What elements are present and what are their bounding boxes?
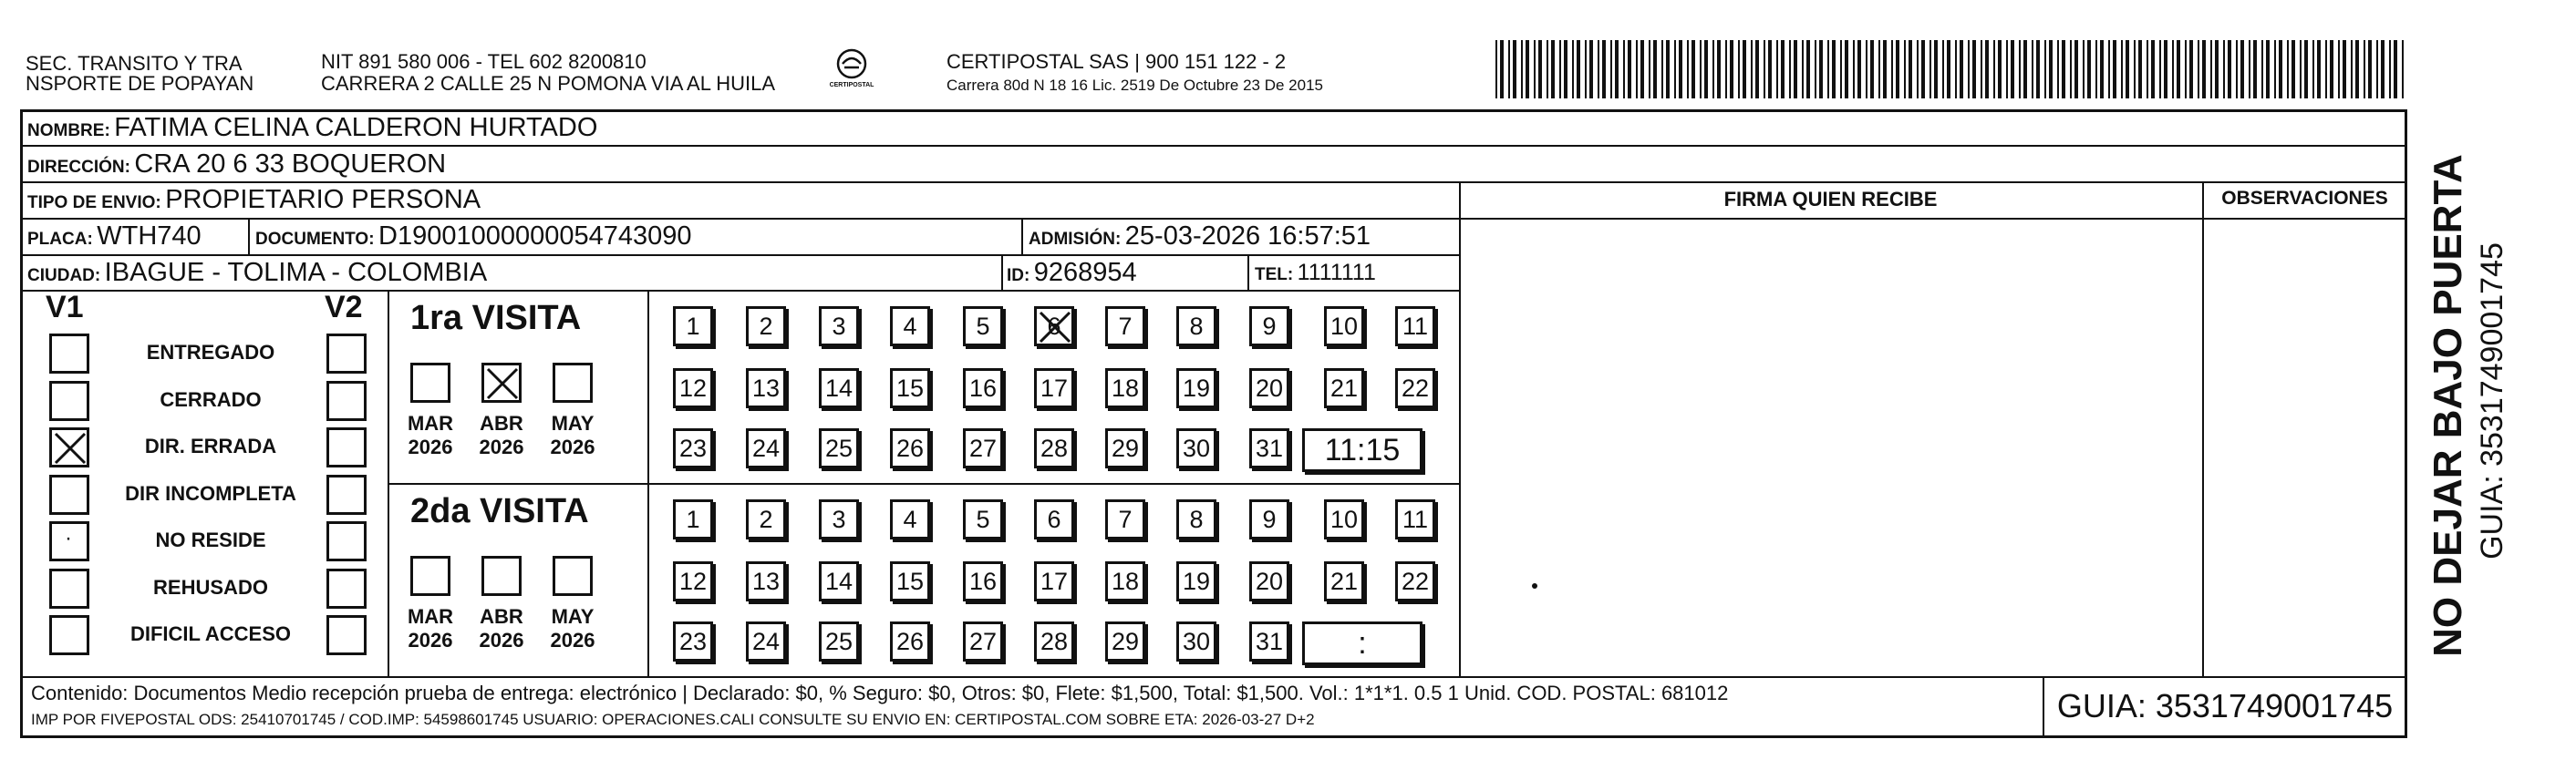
day-4-box[interactable] (890, 499, 930, 539)
day-number: 19 (1182, 567, 1211, 595)
day-number: 18 (1111, 374, 1140, 402)
month-year: 2026 (408, 629, 453, 652)
placa-value: WTH740 (97, 221, 202, 251)
day-28-box[interactable] (1034, 621, 1074, 662)
day-number: 30 (1182, 627, 1211, 655)
day-19-box[interactable] (1176, 561, 1216, 601)
day-10-box[interactable] (1324, 499, 1364, 539)
day-number: 28 (1040, 627, 1069, 655)
id-value: 9268954 (1033, 258, 1137, 287)
day-number: 21 (1329, 567, 1359, 595)
documento-cell (255, 219, 692, 258)
day-14-box[interactable] (819, 561, 859, 601)
admision-value: 25-03-2026 16:57:51 (1124, 221, 1371, 251)
v2-checkbox[interactable] (326, 381, 367, 421)
recipient-name-row (27, 110, 597, 149)
month-checkbox[interactable] (553, 556, 593, 596)
day-6-box[interactable] (1034, 499, 1074, 539)
day-number: 29 (1111, 434, 1140, 462)
day-4-box[interactable] (890, 306, 930, 346)
day-number: 17 (1040, 567, 1069, 595)
day-number: 15 (895, 567, 925, 595)
firma-label: FIRMA QUIEN RECIBE (1723, 188, 1938, 211)
month-checkbox[interactable] (481, 556, 522, 596)
day-26-box[interactable] (890, 621, 930, 662)
barcode-icon (1495, 40, 2407, 98)
license-line: Carrera 80d N 18 16 Lic. 2519 De Octubre 23 De 2015 (947, 77, 1323, 94)
month-label: MAR (407, 412, 454, 435)
day-29-box[interactable] (1105, 621, 1145, 662)
v1-checkbox[interactable] (49, 521, 89, 561)
day-27-box[interactable] (963, 621, 1003, 662)
day-5-box[interactable] (963, 499, 1003, 539)
day-number: 18 (1111, 567, 1140, 595)
nombre-label: NOMBRE: (27, 121, 110, 140)
day-15-box[interactable] (890, 368, 930, 408)
day-26-box[interactable] (890, 428, 930, 468)
ciudad-value: IBAGUE - TOLIMA - COLOMBIA (104, 258, 488, 287)
day-number: 6 (1047, 505, 1061, 533)
placa-label: PLACA: (27, 230, 93, 249)
day-29-box[interactable] (1105, 428, 1145, 468)
imp-line: IMP POR FIVEPOSTAL ODS: 25410701745 / COD.IMP: 54598601745 USUARIO: OPERACIONES.CALI CONSULTE SU ENVIO EN: CERTIPOSTAL.COM SOBRE ETA: 2026-03-27 D+2 (31, 711, 1315, 728)
day-31-box[interactable] (1249, 428, 1289, 468)
day-28-box[interactable] (1034, 428, 1074, 468)
documento-value: D19001000000054743090 (378, 221, 692, 251)
tel-value: 1111111 (1297, 260, 1376, 285)
side-guia: GUIA: 3531749001745 (2475, 242, 2509, 560)
day-21-box[interactable] (1324, 368, 1364, 408)
month-label: MAY (551, 605, 595, 628)
tel-cell (1255, 255, 1376, 293)
sender-address-line: CARRERA 2 CALLE 25 N POMONA VIA AL HUILA (321, 72, 776, 95)
month-year: 2026 (479, 629, 524, 652)
day-number: 12 (678, 374, 708, 402)
day-number: 24 (751, 434, 781, 462)
day-number: 16 (968, 374, 998, 402)
day-16-box[interactable] (963, 561, 1003, 601)
day-number: 11 (1402, 312, 1429, 340)
v2-checkbox[interactable] (326, 334, 367, 374)
day-number: 1 (686, 505, 700, 533)
day-20-box[interactable] (1249, 368, 1289, 408)
day-number: 22 (1401, 374, 1430, 402)
day-20-box[interactable] (1249, 561, 1289, 601)
day-7-box[interactable] (1105, 499, 1145, 539)
day-11-box[interactable] (1395, 499, 1435, 539)
day-number: 2 (759, 505, 773, 533)
day-number: 10 (1329, 312, 1359, 340)
day-number: 3 (832, 312, 846, 340)
day-12-box[interactable] (673, 368, 713, 408)
v1-checkbox[interactable] (49, 475, 89, 515)
day-27-box[interactable] (963, 428, 1003, 468)
v2-label: V2 (325, 290, 363, 324)
day-1-box[interactable] (673, 499, 713, 539)
month-checkbox[interactable] (481, 363, 522, 403)
day-number: 16 (968, 567, 998, 595)
day-11-box[interactable] (1395, 306, 1435, 346)
day-18-box[interactable] (1105, 561, 1145, 601)
day-number: 23 (678, 434, 708, 462)
day-number: 9 (1262, 312, 1277, 340)
day-13-box[interactable] (746, 368, 786, 408)
day-number: 27 (968, 434, 998, 462)
recipient-address-row (27, 147, 446, 186)
day-number: 20 (1255, 374, 1284, 402)
day-number: 20 (1255, 567, 1284, 595)
day-number: 25 (824, 627, 853, 655)
day-number: 28 (1040, 434, 1069, 462)
status-label: NO RESIDE (155, 529, 266, 551)
day-22-box[interactable] (1395, 561, 1435, 601)
day-9-box[interactable] (1249, 499, 1289, 539)
v1-label: V1 (46, 290, 84, 324)
day-number: 1 (686, 312, 700, 340)
observaciones-label: OBSERVACIONES (2221, 188, 2388, 209)
day-7-box[interactable] (1105, 306, 1145, 346)
day-13-box[interactable] (746, 561, 786, 601)
day-17-box[interactable] (1034, 561, 1074, 601)
x-mark-icon (52, 430, 88, 467)
tipo-envio-row (27, 182, 481, 221)
day-number: 19 (1182, 374, 1211, 402)
day-number: 24 (751, 627, 781, 655)
admision-cell (1029, 219, 1371, 258)
day-number: 22 (1401, 567, 1430, 595)
no-dejar-bajo-puerta: NO DEJAR BAJO PUERTA (2426, 154, 2470, 657)
day-25-box[interactable] (819, 428, 859, 468)
month-label: MAR (407, 605, 454, 628)
tipo-envio-value: PROPIETARIO PERSONA (165, 185, 481, 214)
day-2-box[interactable] (746, 499, 786, 539)
day-number: 5 (976, 312, 990, 340)
direccion-value: CRA 20 6 33 BOQUERON (134, 149, 447, 179)
day-22-box[interactable] (1395, 368, 1435, 408)
day-18-box[interactable] (1105, 368, 1145, 408)
month-checkbox[interactable] (553, 363, 593, 403)
v1-mark: · (65, 526, 72, 550)
day-17-box[interactable] (1034, 368, 1074, 408)
month-year: 2026 (408, 436, 453, 458)
day-number: 26 (895, 627, 925, 655)
v1-checkbox[interactable] (49, 427, 89, 467)
day-8-box[interactable] (1176, 499, 1216, 539)
day-19-box[interactable] (1176, 368, 1216, 408)
status-label: ENTREGADO (146, 341, 275, 364)
day-5-box[interactable] (963, 306, 1003, 346)
day-number: 14 (824, 567, 853, 595)
day-number: 17 (1040, 374, 1069, 402)
day-number: 13 (751, 567, 781, 595)
v2-checkbox[interactable] (326, 615, 367, 655)
month-label: ABR (480, 605, 523, 628)
day-8-box[interactable] (1176, 306, 1216, 346)
day-23-box[interactable] (673, 428, 713, 468)
day-number: 26 (895, 434, 925, 462)
day-14-box[interactable] (819, 368, 859, 408)
day-number: 4 (903, 312, 917, 340)
day-3-box[interactable] (819, 306, 859, 346)
month-label: ABR (480, 412, 523, 435)
signature-dot (1532, 583, 1537, 589)
day-number: 23 (678, 627, 708, 655)
day-6-box[interactable] (1034, 306, 1074, 346)
day-number: 25 (824, 434, 853, 462)
tipo-envio-label: TIPO DE ENVIO: (27, 193, 161, 212)
day-30-box[interactable] (1176, 621, 1216, 662)
day-number: 10 (1329, 505, 1359, 533)
visit-title: 1ra VISITA (410, 299, 582, 337)
v1-checkbox[interactable] (49, 381, 89, 421)
company-line: CERTIPOSTAL SAS | 900 151 122 - 2 (947, 50, 1287, 73)
v2-checkbox[interactable] (326, 475, 367, 515)
month-checkbox[interactable] (410, 556, 450, 596)
day-25-box[interactable] (819, 621, 859, 662)
sender-org-line1: SEC. TRANSITO Y TRA (26, 52, 243, 75)
day-24-box[interactable] (746, 428, 786, 468)
day-2-box[interactable] (746, 306, 786, 346)
day-number: 12 (678, 567, 708, 595)
status-label: DIFICIL ACCESO (129, 622, 291, 645)
v2-checkbox[interactable] (326, 569, 367, 609)
day-number: 27 (968, 627, 998, 655)
day-21-box[interactable] (1324, 561, 1364, 601)
certipostal-logo (826, 46, 877, 97)
status-label: DIR. ERRADA (144, 435, 277, 457)
day-number: 15 (895, 374, 925, 402)
day-number: 21 (1329, 374, 1359, 402)
visit-time-box[interactable]: : (1302, 621, 1422, 665)
v1-checkbox[interactable] (49, 615, 89, 655)
month-year: 2026 (479, 436, 524, 458)
admision-label: ADMISIÓN: (1029, 230, 1122, 249)
v1-checkbox[interactable] (49, 334, 89, 374)
contenido-line: Contenido: Documentos Medio recepción prueba de entrega: electrónico | Declarado: $0, % Seguro: $0, Otros: $0, Flete: $1,500, Total: $1,500. Vol.: 1*1*1. 0.5 1 Unid. COD. POSTAL: 681012 (31, 682, 1729, 704)
day-number: 11 (1402, 505, 1429, 533)
month-checkbox[interactable] (410, 363, 450, 403)
day-24-box[interactable] (746, 621, 786, 662)
certipostal-logo-icon (826, 46, 877, 97)
day-9-box[interactable] (1249, 306, 1289, 346)
day-number: 31 (1255, 434, 1284, 462)
day-number: 13 (751, 374, 781, 402)
day-number: 7 (1118, 505, 1133, 533)
v1-checkbox[interactable] (49, 569, 89, 609)
day-number: 7 (1118, 312, 1133, 340)
day-15-box[interactable] (890, 561, 930, 601)
day-31-box[interactable] (1249, 621, 1289, 662)
barcode (1495, 40, 2407, 98)
day-number: 31 (1255, 627, 1284, 655)
guia-footer: GUIA: 3531749001745 (2056, 687, 2394, 724)
month-year: 2026 (550, 436, 595, 458)
id-label: ID: (1007, 266, 1030, 285)
day-30-box[interactable] (1176, 428, 1216, 468)
month-year: 2026 (550, 629, 595, 652)
ciudad-cell (27, 255, 487, 294)
sender-nit-line: NIT 891 580 006 - TEL 602 8200810 (321, 50, 647, 73)
day-number: 6 (1047, 312, 1061, 340)
day-number: 5 (976, 505, 990, 533)
day-number: 29 (1111, 627, 1140, 655)
placa-cell (27, 219, 202, 258)
day-number: 4 (903, 505, 917, 533)
day-number: 2 (759, 312, 773, 340)
visit-title: 2da VISITA (410, 492, 589, 530)
status-label: DIR INCOMPLETA (125, 481, 296, 505)
x-mark-icon (484, 365, 521, 402)
day-23-box[interactable] (673, 621, 713, 662)
day-number: 14 (824, 374, 853, 402)
status-label: CERRADO (160, 387, 262, 411)
day-number: 9 (1262, 505, 1277, 533)
side-vertical-text (2412, 109, 2509, 738)
day-number: 3 (832, 505, 846, 533)
day-number: 8 (1189, 312, 1204, 340)
day-10-box[interactable] (1324, 306, 1364, 346)
direccion-label: DIRECCIÓN: (27, 158, 130, 177)
logo-text: CERTIPOSTAL (829, 82, 874, 88)
documento-label: DOCUMENTO: (255, 230, 375, 249)
day-3-box[interactable] (819, 499, 859, 539)
day-number: 8 (1189, 505, 1204, 533)
ciudad-label: CIUDAD: (27, 266, 101, 285)
tel-label: TEL: (1255, 265, 1294, 284)
v2-checkbox[interactable] (326, 521, 367, 561)
day-12-box[interactable] (673, 561, 713, 601)
month-label: MAY (551, 412, 595, 435)
day-1-box[interactable] (673, 306, 713, 346)
visit-time-box[interactable]: 11:15 (1302, 428, 1422, 472)
nombre-value: FATIMA CELINA CALDERON HURTADO (114, 113, 598, 142)
sender-org-line2: NSPORTE DE POPAYAN (26, 72, 254, 95)
day-16-box[interactable] (963, 368, 1003, 408)
v2-checkbox[interactable] (326, 427, 367, 467)
day-number: 30 (1182, 434, 1211, 462)
id-cell (1007, 255, 1137, 294)
status-label: REHUSADO (153, 575, 268, 599)
